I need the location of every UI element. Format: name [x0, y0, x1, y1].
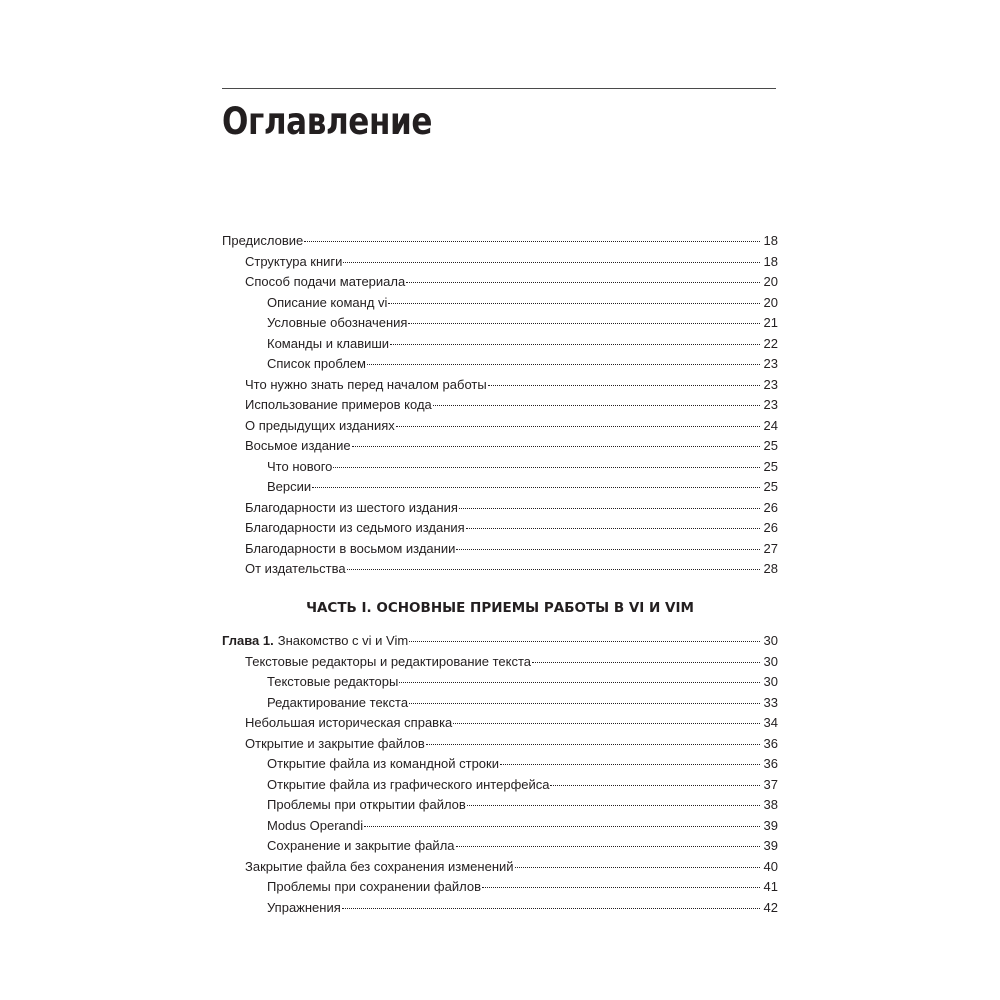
dot-leader: [409, 637, 760, 642]
toc-entry-text: Использование примеров кода: [245, 397, 432, 412]
toc-page-number: 33: [763, 694, 778, 710]
toc-entry-title: [267, 877, 481, 898]
toc-page-number: 18: [763, 253, 778, 269]
dot-leader: [343, 258, 760, 263]
toc-entry: [222, 754, 778, 775]
toc-page-number: 28: [763, 561, 778, 576]
toc-entry: [222, 795, 778, 816]
toc-entry-title: [267, 672, 398, 693]
dot-leader: [333, 463, 760, 468]
toc-entry: [222, 334, 778, 355]
toc-page-number: 40: [763, 858, 778, 874]
toc-entry-title: [245, 734, 425, 755]
toc-entry: [222, 457, 778, 478]
toc-entry-title: [245, 539, 455, 560]
toc-page-number: 20: [763, 294, 778, 310]
toc-entry-text: Версии: [267, 479, 312, 494]
toc-page-number: 25: [763, 479, 778, 494]
toc-page-number: 30: [763, 633, 778, 648]
toc-entry: [222, 559, 778, 580]
dot-leader: [388, 299, 760, 304]
top-rule: [222, 88, 776, 89]
toc-entry: [222, 498, 778, 519]
toc-entry: [222, 672, 778, 693]
toc-page-number: 26: [763, 520, 778, 535]
toc-entry: [222, 713, 778, 734]
dot-leader: [466, 524, 760, 529]
toc-entry-text: Благодарности из седьмого издания: [245, 520, 465, 535]
toc-entry-text: Восьмое издание: [245, 438, 351, 453]
toc-page-number: 41: [763, 879, 778, 894]
dot-leader: [456, 545, 760, 550]
toc-entry-text: Способ подачи материала: [245, 274, 406, 289]
toc-entry-title: [222, 631, 408, 652]
toc-entry-title: [245, 498, 458, 519]
toc-entry: [222, 477, 778, 498]
toc-entry-text: Структура книги: [245, 253, 343, 269]
toc-entry: [222, 836, 778, 857]
toc-entry-text: Упражнения: [267, 899, 341, 915]
toc-part-1: [222, 631, 778, 918]
dot-leader: [390, 340, 760, 345]
dot-leader: [482, 883, 760, 888]
toc-entry-title: [267, 898, 341, 919]
dot-leader: [426, 740, 760, 745]
toc-entry-title: [267, 293, 387, 314]
dot-leader: [488, 381, 760, 386]
toc-entry: [222, 436, 778, 457]
dot-leader: [406, 278, 760, 283]
toc-entry-text: Небольшая историческая справка: [245, 715, 453, 730]
toc-entry-title: [267, 457, 332, 478]
toc-entry-text: Проблемы при сохранении файлов: [267, 879, 481, 894]
toc-entry-text: Благодарности в восьмом издании: [245, 540, 456, 556]
toc-page-number: 36: [763, 735, 778, 751]
toc-entry: [222, 354, 778, 375]
toc-entry: [222, 231, 778, 252]
toc-entry-text: Благодарности из шестого издания: [245, 499, 458, 515]
toc-entry-text: Открытие файла из графического интерфейса: [267, 776, 550, 792]
toc-page-number: 25: [763, 438, 778, 453]
dot-leader: [399, 678, 760, 683]
toc-page-number: 22: [763, 335, 778, 351]
toc-front-matter: [222, 231, 778, 580]
dot-leader: [312, 483, 760, 488]
toc-page-number: 23: [763, 356, 778, 371]
toc-page-number: 27: [763, 540, 778, 556]
toc-entry-title: [267, 354, 366, 375]
toc-page-number: 30: [763, 653, 778, 669]
toc-entry-text: Команды и клавиши: [267, 335, 390, 351]
toc-page-number: 39: [763, 817, 778, 833]
toc-page-number: 34: [763, 715, 778, 730]
toc-entry-title: [245, 713, 452, 734]
dot-leader: [500, 760, 760, 765]
toc-entry-text: Что нового: [267, 458, 333, 474]
toc-page-number: 21: [763, 315, 778, 330]
dot-leader: [409, 699, 760, 704]
toc-entry-text: Modus Operandi: [267, 817, 364, 833]
toc-entry-text: Список проблем: [267, 356, 366, 371]
toc-entry: [222, 775, 778, 796]
toc-entry: [222, 857, 778, 878]
toc-entry: [222, 539, 778, 560]
toc-page-number: 37: [763, 776, 778, 792]
dot-leader: [532, 658, 760, 663]
toc-entry: [222, 293, 778, 314]
toc-entry-title: [245, 252, 342, 273]
toc-entry-title: [267, 775, 549, 796]
toc-entry-text: Текстовые редакторы: [267, 674, 399, 689]
dot-leader: [433, 401, 760, 406]
toc-entry-text: Знакомство с vi и Vim: [277, 633, 409, 648]
toc-page-number: 38: [763, 797, 778, 812]
dot-leader: [364, 822, 760, 827]
dot-leader: [304, 237, 760, 242]
toc-page-number: 23: [763, 376, 778, 392]
toc-entry-title: [245, 272, 405, 293]
toc-page-number: 20: [763, 274, 778, 289]
toc-entry-title: [245, 395, 432, 416]
toc-entry: [222, 631, 778, 652]
dot-leader: [467, 801, 760, 806]
toc-page-number: 42: [763, 899, 778, 915]
toc-entry-title: [222, 231, 303, 252]
toc-entry: [222, 313, 778, 334]
toc-entry-text: Текстовые редакторы и редактирование текста: [245, 653, 532, 669]
toc-entry-title: [267, 754, 499, 775]
toc-entry-text: Что нужно знать перед началом работы: [245, 376, 487, 392]
toc-page-number: 18: [763, 233, 778, 248]
toc-entry-title: [267, 795, 466, 816]
toc-entry-title: [245, 857, 514, 878]
toc-entry-title: [245, 375, 487, 396]
toc-entry-title: [267, 477, 311, 498]
toc-entry-text: От издательства: [245, 561, 346, 576]
toc-entry-title: [267, 816, 363, 837]
toc-entry: [222, 375, 778, 396]
toc-entry: [222, 877, 778, 898]
dot-leader: [459, 504, 760, 509]
dot-leader: [456, 842, 760, 847]
toc-entry-title: [245, 416, 395, 437]
dot-leader: [342, 904, 760, 909]
toc-entry-title: [267, 693, 408, 714]
dot-leader: [515, 863, 760, 868]
toc-entry: [222, 252, 778, 273]
toc-entry-text: Условные обозначения: [267, 315, 408, 330]
toc-entry-title: [267, 334, 389, 355]
toc-entry: [222, 693, 778, 714]
toc-entry-title: [245, 518, 465, 539]
toc-entry-text: Предисловие: [222, 233, 304, 248]
dot-leader: [550, 781, 760, 786]
toc-entry-title: [267, 836, 455, 857]
part-heading: ЧАСТЬ I. ОСНОВНЫЕ ПРИЕМЫ РАБОТЫ В VI И VIM: [306, 600, 694, 616]
dot-leader: [453, 719, 760, 724]
toc-entry: [222, 272, 778, 293]
toc-entry-text: О предыдущих изданиях: [245, 417, 395, 433]
toc-entry-title: [245, 436, 351, 457]
page-title: Оглавление: [222, 100, 433, 143]
dot-leader: [367, 360, 760, 365]
toc-page-number: 25: [763, 458, 778, 474]
toc-page-number: 24: [763, 417, 778, 433]
toc-entry: [222, 518, 778, 539]
toc-page-number: 39: [763, 838, 778, 853]
toc-entry: [222, 395, 778, 416]
dot-leader: [396, 422, 760, 427]
toc-entry: [222, 416, 778, 437]
toc-entry: [222, 816, 778, 837]
toc-entry-title: [245, 652, 531, 673]
toc-entry: [222, 652, 778, 673]
toc-entry-title: [267, 313, 407, 334]
toc-page-number: 36: [763, 756, 778, 771]
toc-entry-text: Закрытие файла без сохранения изменений: [245, 858, 514, 874]
toc-entry-text: Сохранение и закрытие файла: [267, 838, 455, 853]
toc-entry-text: Описание команд vi: [267, 294, 388, 310]
toc-page-number: 30: [763, 674, 778, 689]
toc-entry-text: Открытие и закрытие файлов: [245, 735, 425, 751]
toc-entry: [222, 898, 778, 919]
dot-leader: [408, 319, 760, 324]
toc-page-number: 26: [763, 499, 778, 515]
toc-entry-text: Проблемы при открытии файлов: [267, 797, 466, 812]
toc-entry: [222, 734, 778, 755]
dot-leader: [352, 442, 760, 447]
toc-entry-title: [245, 559, 346, 580]
toc-entry-text: Редактирование текста: [267, 694, 409, 710]
dot-leader: [347, 565, 760, 570]
toc-chapter-label: Глава 1.: [222, 633, 274, 648]
toc-entry-text: Открытие файла из командной строки: [267, 756, 499, 771]
toc-page-number: 23: [763, 397, 778, 412]
